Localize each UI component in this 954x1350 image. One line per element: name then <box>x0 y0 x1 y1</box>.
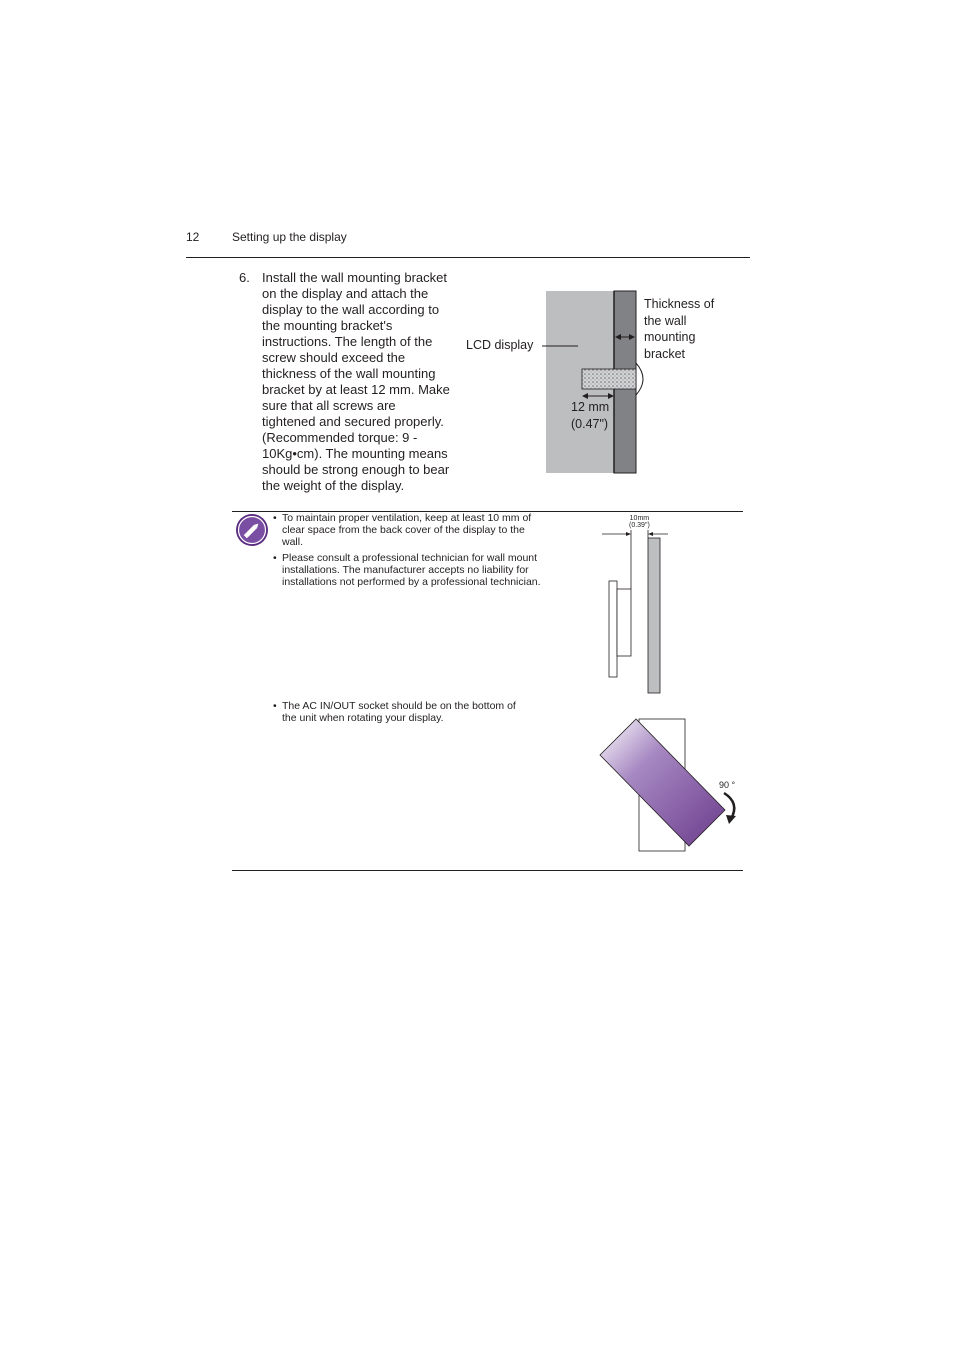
step-line: should be strong enough to bear <box>262 462 450 477</box>
step-line: the weight of the display. <box>262 478 405 493</box>
note-item: • Please consult a professional technician for wall mount installations. The manufacturer accepts no liability for installations not performed by a professional technician. <box>273 552 541 588</box>
step-line: instructions. The length of the <box>262 334 433 349</box>
note-item: • The AC IN/OUT socket should be on the bottom of the unit when rotating your display. <box>273 700 516 724</box>
step-instructions <box>262 270 462 494</box>
step-line: Install the wall mounting bracket <box>262 270 447 285</box>
pencil-icon <box>235 513 269 547</box>
step-number: 6. <box>239 270 250 285</box>
step-line: sure that all screws are <box>262 398 396 413</box>
step-line: display to the wall according to <box>262 302 440 317</box>
screw <box>582 369 636 389</box>
screw-length-label: 12 mm (0.47") <box>571 400 610 431</box>
step-line: 10Kg•cm). The mounting means <box>262 446 448 461</box>
mount-plate <box>617 589 631 656</box>
rotation-arrow <box>724 793 736 824</box>
step-line: bracket by at least 12 mm. Make <box>262 382 450 397</box>
step-line: tightened and secured properly. <box>262 414 444 429</box>
section-title: Setting up the display <box>232 230 347 244</box>
clearance-dimension-label: 10mm (0.39") <box>629 515 650 529</box>
step-line: thickness of the wall mounting <box>262 366 436 381</box>
step-line: screw should exceed the <box>262 350 406 365</box>
thickness-label: Thickness of the wall mounting bracket <box>644 297 715 361</box>
step-line: (Recommended torque: 9 - <box>262 430 418 445</box>
page-number: 12 <box>186 230 200 244</box>
rotation-angle-label: 90 ° <box>719 780 736 790</box>
step-line: the mounting bracket's <box>262 318 393 333</box>
clearance-figure <box>598 512 678 698</box>
step-line: on the display and attach the <box>262 286 429 301</box>
display-side-view <box>648 538 660 693</box>
wall-bracket <box>609 581 617 677</box>
note-divider-bottom <box>232 870 743 871</box>
header-divider <box>186 257 750 258</box>
screw-head <box>636 363 643 395</box>
note-item: • To maintain proper ventilation, keep at least 10 mm of clear space from the back cover of the display to the wall. <box>273 512 532 548</box>
clearance-dimension-arrow <box>602 532 668 536</box>
lcd-display-label: LCD display <box>466 338 534 352</box>
